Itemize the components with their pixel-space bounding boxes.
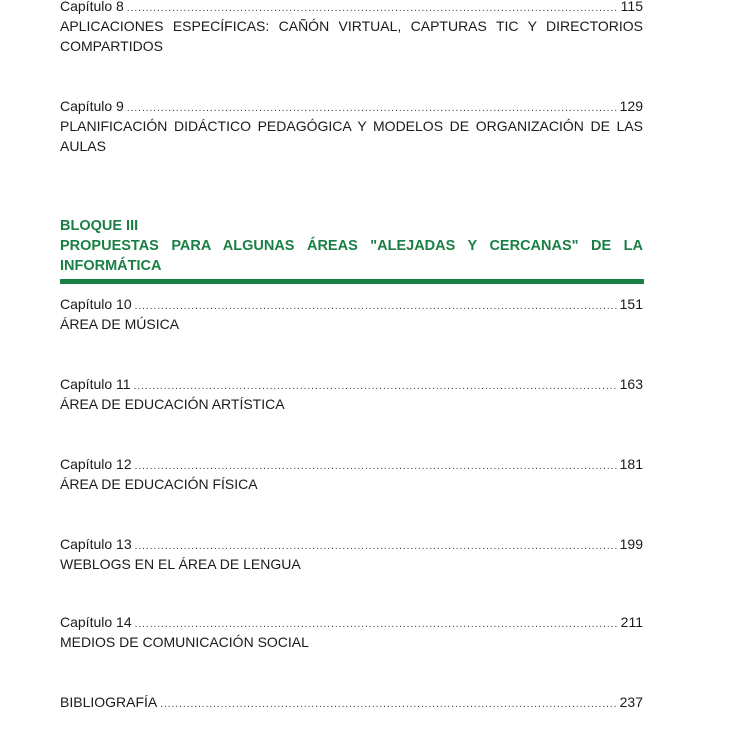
page-number: 129	[619, 98, 643, 114]
page-number: 163	[619, 376, 643, 392]
toc-entry-chapter-11	[60, 374, 643, 414]
chapter-title: PLANIFICACIÓN DIDÁCTICO PEDAGÓGICA Y MODELOS DE ORGANIZACIÓN DE LAS AULAS	[60, 118, 643, 154]
chapter-title: MEDIOS DE COMUNICACIÓN SOCIAL	[60, 634, 309, 650]
chapter-label: Capítulo 11	[60, 376, 131, 392]
chapter-title: APLICACIONES ESPECÍFICAS: CAÑÓN VIRTUAL, CAPTURAS TIC Y DIRECTORIOS COMPARTIDOS	[60, 18, 643, 54]
dot-leader	[160, 695, 616, 715]
bibliography-label: BIBLIOGRAFÍA	[60, 694, 158, 710]
toc-entry-chapter-9	[60, 96, 643, 156]
toc-entry-bibliography	[60, 692, 643, 712]
block-title: PROPUESTAS PARA ALGUNAS ÁREAS "ALEJADAS Y CERCANAS" DE LA INFORMÁTICA	[60, 238, 643, 274]
block-divider	[60, 279, 644, 284]
page-number: 151	[619, 296, 643, 312]
block-heading	[60, 216, 643, 276]
page-number: 181	[619, 456, 643, 472]
chapter-title: ÁREA DE EDUCACIÓN FÍSICA	[60, 476, 258, 492]
chapter-title: WEBLOGS EN EL ÁREA DE LENGUA	[60, 556, 301, 572]
chapter-title: ÁREA DE EDUCACIÓN ARTÍSTICA	[60, 396, 285, 412]
page-number: 199	[619, 536, 643, 552]
toc-entry-chapter-12	[60, 454, 643, 494]
chapter-label: Capítulo 8	[60, 0, 124, 14]
chapter-label: Capítulo 13	[60, 536, 132, 552]
page-number: 115	[620, 0, 643, 14]
page-number: 211	[620, 614, 643, 630]
chapter-label: Capítulo 14	[60, 614, 132, 630]
chapter-label: Capítulo 9	[60, 98, 124, 114]
chapter-title: ÁREA DE MÚSICA	[60, 316, 180, 332]
chapter-label: Capítulo 12	[60, 456, 132, 472]
chapter-label: Capítulo 10	[60, 296, 132, 312]
page-number: 237	[619, 694, 643, 710]
toc-entry-chapter-13	[60, 534, 643, 574]
toc-entry-chapter-14	[60, 612, 643, 652]
toc-entry-chapter-8	[60, 0, 643, 56]
block-number: BLOQUE III	[60, 218, 139, 234]
toc-entry-chapter-10	[60, 294, 643, 334]
dot-leader	[135, 297, 617, 317]
